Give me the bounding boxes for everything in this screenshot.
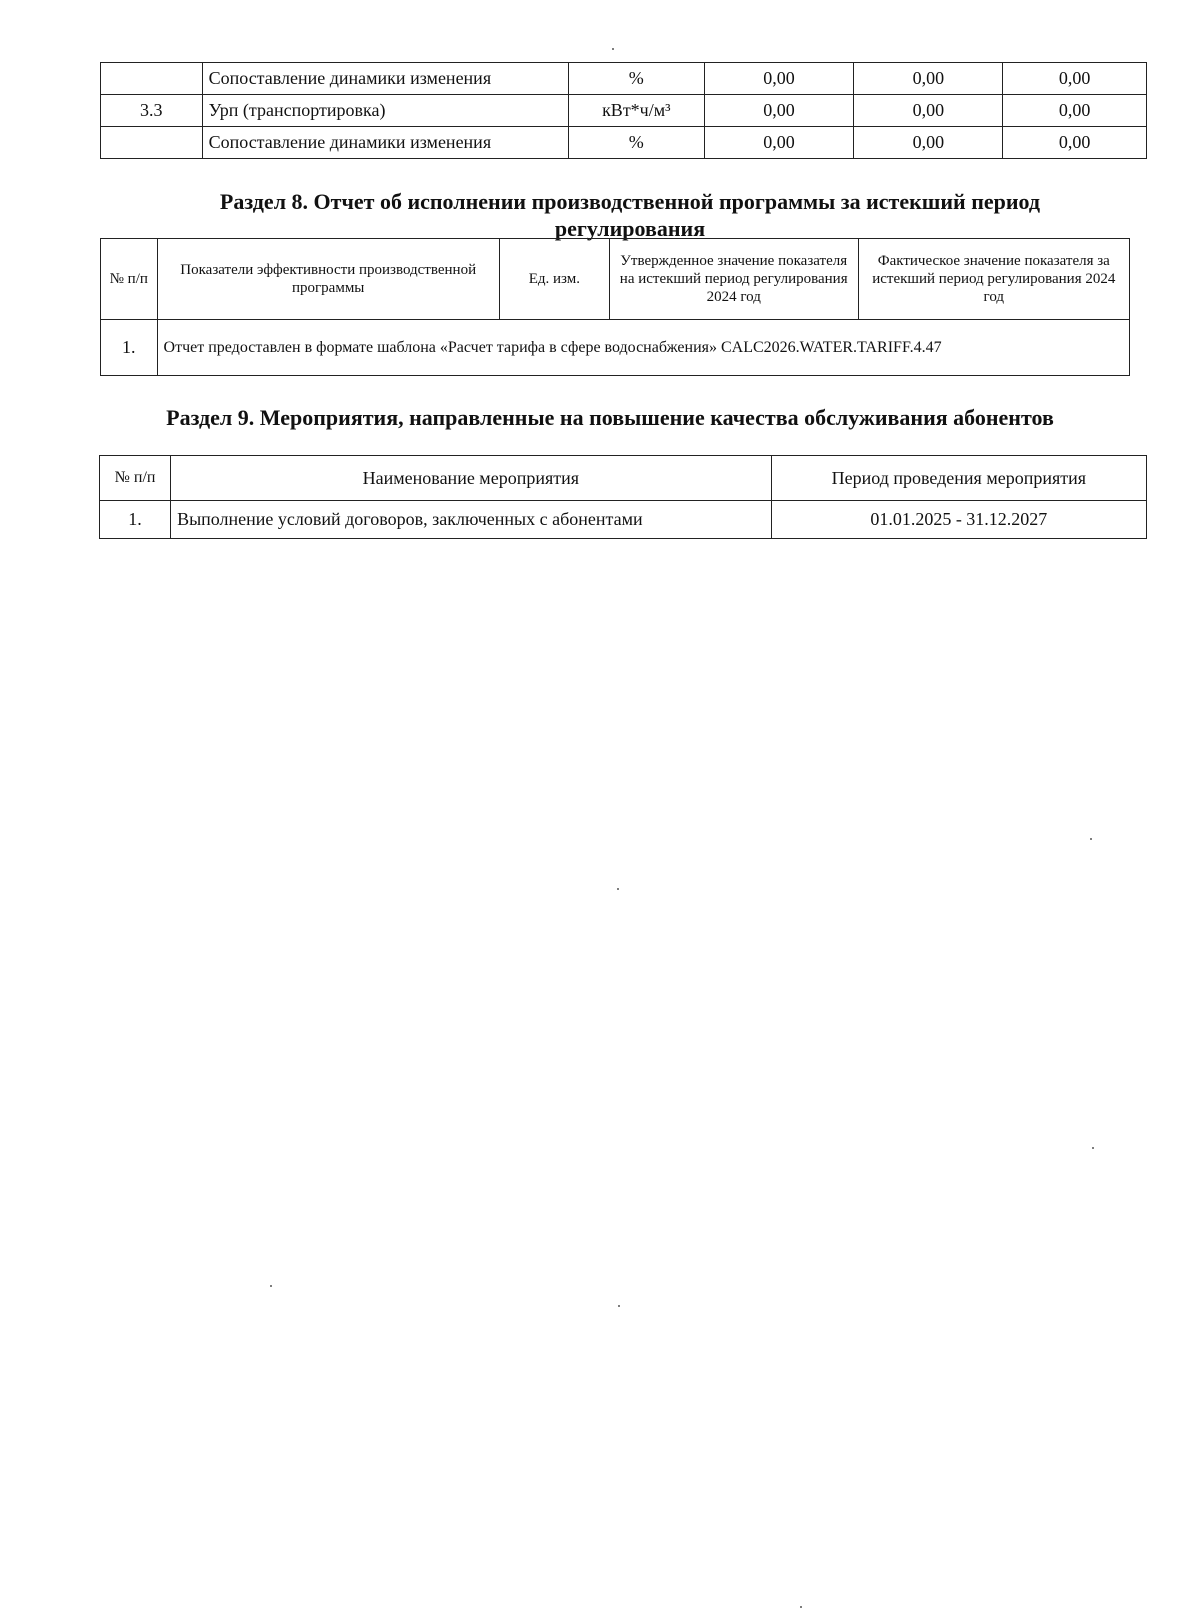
scan-speck (270, 1285, 272, 1287)
unit: % (569, 127, 704, 159)
indicator-name: Урп (транспортировка) (202, 95, 568, 127)
row-number (101, 63, 203, 95)
section-8-table (100, 238, 1130, 376)
table-row (101, 95, 1147, 127)
section-9-table (99, 455, 1147, 539)
report-note: Отчет предоставлен в формате шаблона «Расчет тарифа в сфере водоснабжения» CALC2026.WATER.TARIFF.4.47 (157, 320, 1129, 376)
value-3: 0,00 (1003, 95, 1147, 127)
row-number: 1. (101, 320, 158, 376)
header-actual: Фактическое значение показателя за истекший период регулирования 2024 год (858, 239, 1129, 320)
scan-speck (618, 1305, 620, 1307)
row-number: 1. (100, 501, 171, 539)
row-number (101, 127, 203, 159)
scan-speck (612, 48, 614, 50)
value-1: 0,00 (704, 127, 854, 159)
header-period: Период проведения мероприятия (771, 456, 1146, 501)
table-row (101, 320, 1130, 376)
value-3: 0,00 (1003, 63, 1147, 95)
event-name: Выполнение условий договоров, заключенных с абонентами (171, 501, 772, 539)
indicator-name: Сопоставление динамики изменения (202, 127, 568, 159)
value-1: 0,00 (704, 95, 854, 127)
header-unit: Ед. изм. (499, 239, 609, 320)
top-indicators-table (100, 62, 1147, 159)
header-num: № п/п (101, 239, 158, 320)
header-name: Наименование мероприятия (171, 456, 772, 501)
value-2: 0,00 (854, 63, 1003, 95)
header-indicators: Показатели эффективности производственной программы (157, 239, 499, 320)
unit: кВт*ч/м³ (569, 95, 704, 127)
event-period: 01.01.2025 - 31.12.2027 (771, 501, 1146, 539)
scan-speck (1092, 1147, 1094, 1149)
table-header-row (101, 239, 1130, 320)
table-row (100, 501, 1147, 539)
table-row (101, 127, 1147, 159)
value-1: 0,00 (704, 63, 854, 95)
scan-speck (800, 1606, 802, 1608)
header-num: № п/п (100, 456, 171, 501)
row-number: 3.3 (101, 95, 203, 127)
value-3: 0,00 (1003, 127, 1147, 159)
section-9-title: Раздел 9. Мероприятия, направленные на повышение качества обслуживания абонентов (166, 405, 1054, 430)
indicator-name: Сопоставление динамики изменения (202, 63, 568, 95)
value-2: 0,00 (854, 127, 1003, 159)
header-approved: Утвержденное значение показателя на истекший период регулирования 2024 год (609, 239, 858, 320)
value-2: 0,00 (854, 95, 1003, 127)
unit: % (569, 63, 704, 95)
scan-speck (617, 888, 619, 890)
table-row (101, 63, 1147, 95)
table-header-row (100, 456, 1147, 501)
section-8-title: Раздел 8. Отчет об исполнении производственной программы за истекший период регулирования (219, 189, 1041, 241)
scan-speck (1090, 838, 1092, 840)
